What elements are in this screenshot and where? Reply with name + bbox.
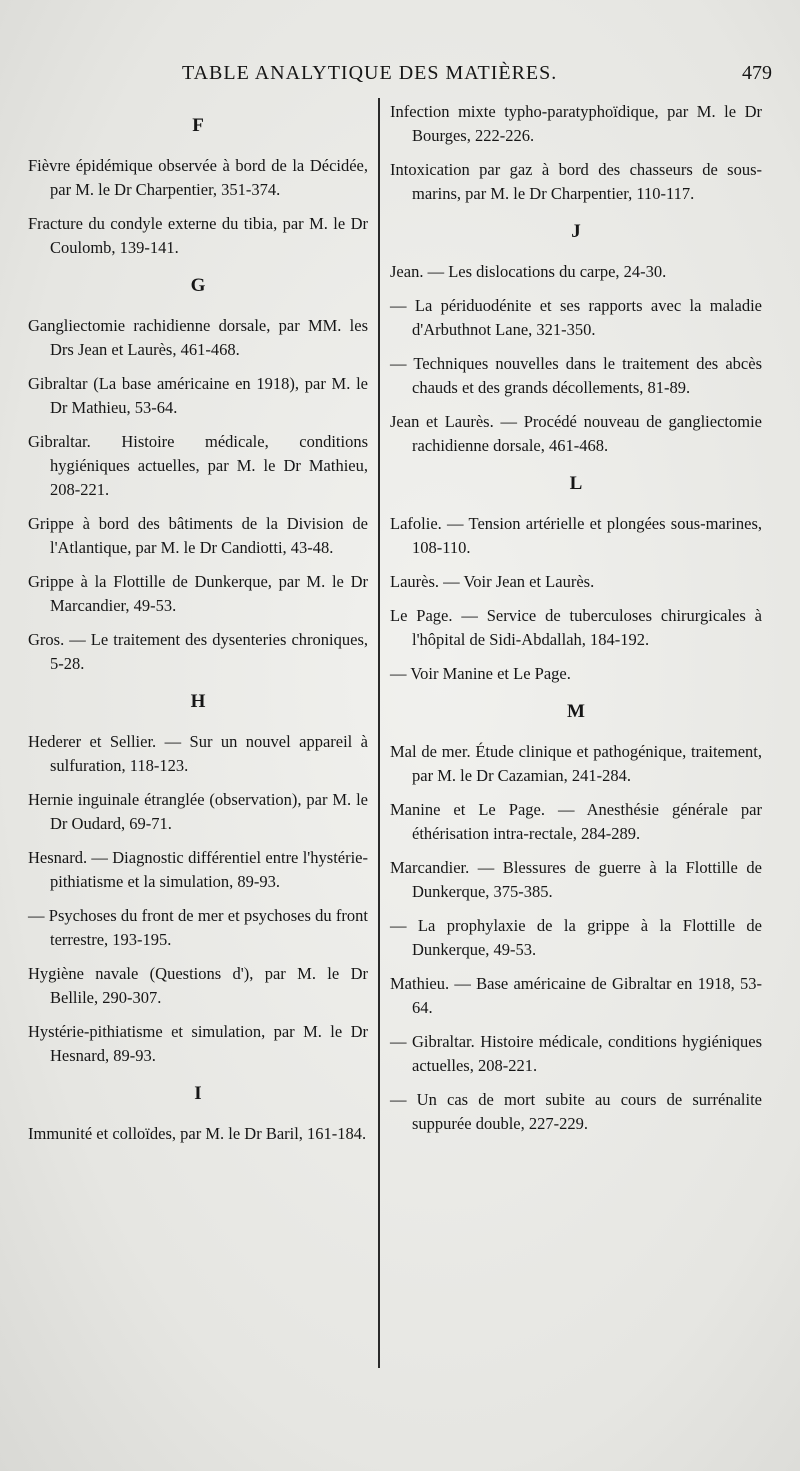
index-entry: Grippe à la Flottille de Dunkerque, par M. le Dr Marcandier, 49-53. — [28, 572, 368, 615]
index-entry: Gangliectomie rachidienne dorsale, par MM. les Drs Jean et Laurès, 461-468. — [28, 316, 368, 359]
index-entry: — La périduodénite et ses rapports avec la maladie d'Arbuthnot Lane, 321-350. — [390, 296, 762, 339]
index-entry: Grippe à bord des bâtiments de la Division de l'Atlantique, par M. le Dr Candiotti, 43-48. — [28, 514, 368, 557]
section-letter-i: I — [194, 1083, 202, 1104]
column-divider — [378, 98, 380, 1368]
index-entry: Fracture du condyle externe du tibia, par M. le Dr Coulomb, 139-141. — [28, 214, 368, 257]
index-entry: Hernie inguinale étranglée (observation), par M. le Dr Oudard, 69-71. — [28, 790, 368, 833]
index-entry: Jean et Laurès. — Procédé nouveau de gangliectomie rachidienne dorsale, 461-468. — [390, 412, 762, 455]
index-entry: — Un cas de mort subite au cours de surrénalite suppurée double, 227-229. — [390, 1090, 762, 1133]
index-entry: Manine et Le Page. — Anesthésie générale par éthérisation intra-rectale, 284-289. — [390, 800, 762, 843]
page-number: 479 — [742, 62, 772, 84]
section-letter-g: G — [190, 275, 206, 296]
index-entry: Hystérie-pithiatisme et simulation, par M. le Dr Hesnard, 89-93. — [28, 1022, 368, 1065]
index-entry: Marcandier. — Blessures de guerre à la Flottille de Dunkerque, 375-385. — [390, 858, 762, 901]
right-column — [390, 100, 762, 1146]
index-entry: Hygiène navale (Questions d'), par M. le Dr Bellile, 290-307. — [28, 964, 368, 1007]
index-entry: Gros. — Le traitement des dysenteries chroniques, 5-28. — [28, 630, 368, 673]
section-letter-j: J — [571, 221, 581, 242]
index-entry: Jean. — Les dislocations du carpe, 24-30. — [390, 262, 667, 281]
index-entry: Infection mixte typho-paratyphoïdique, par M. le Dr Bourges, 222-226. — [390, 102, 762, 145]
index-entry: Lafolie. — Tension artérielle et plongées sous-marines, 108-110. — [390, 514, 762, 557]
index-entry: Gibraltar. Histoire médicale, conditions hygiéniques actuelles, par M. le Dr Mathieu, 208-221. — [28, 432, 368, 499]
index-entry: Immunité et colloïdes, par M. le Dr Baril, 161-184. — [28, 1124, 367, 1143]
left-column — [28, 100, 368, 1156]
running-title: TABLE ANALYTIQUE DES MATIÈRES. — [182, 62, 558, 84]
section-letter-m: M — [567, 701, 585, 722]
index-entry: Hesnard. — Diagnostic différentiel entre l'hystérie-pithiatisme et la simulation, 89-93. — [28, 848, 368, 891]
index-entry: Laurès. — Voir Jean et Laurès. — [390, 572, 595, 591]
index-entry: Intoxication par gaz à bord des chasseurs de sous-marins, par M. le Dr Charpentier, 110-117. — [390, 160, 762, 203]
section-letter-f: F — [192, 115, 204, 136]
index-entry: Gibraltar (La base américaine en 1918), par M. le Dr Mathieu, 53-64. — [28, 374, 368, 417]
page-header — [30, 62, 772, 92]
index-entry: — Psychoses du front de mer et psychoses du front terrestre, 193-195. — [28, 906, 368, 949]
section-letter-h: H — [190, 691, 206, 712]
index-entry: — La prophylaxie de la grippe à la Flottille de Dunkerque, 49-53. — [390, 916, 762, 959]
index-entry: — Voir Manine et Le Page. — [390, 664, 571, 683]
index-entry: Fièvre épidémique observée à bord de la Décidée, par M. le Dr Charpentier, 351-374. — [28, 156, 368, 199]
section-letter-l: L — [569, 473, 583, 494]
index-entry: Mal de mer. Étude clinique et pathogénique, traitement, par M. le Dr Cazamian, 241-284. — [390, 742, 762, 785]
index-entry: — Gibraltar. Histoire médicale, conditions hygiéniques actuelles, 208-221. — [390, 1032, 762, 1075]
index-entry: Hederer et Sellier. — Sur un nouvel appareil à sulfuration, 118-123. — [28, 732, 368, 775]
index-entry: Mathieu. — Base américaine de Gibraltar en 1918, 53-64. — [390, 974, 762, 1017]
index-entry: Le Page. — Service de tuberculoses chirurgicales à l'hôpital de Sidi-Abdallah, 184-192. — [390, 606, 762, 649]
index-entry: — Techniques nouvelles dans le traitement des abcès chauds et des grands décollements, 81-89. — [390, 354, 762, 397]
